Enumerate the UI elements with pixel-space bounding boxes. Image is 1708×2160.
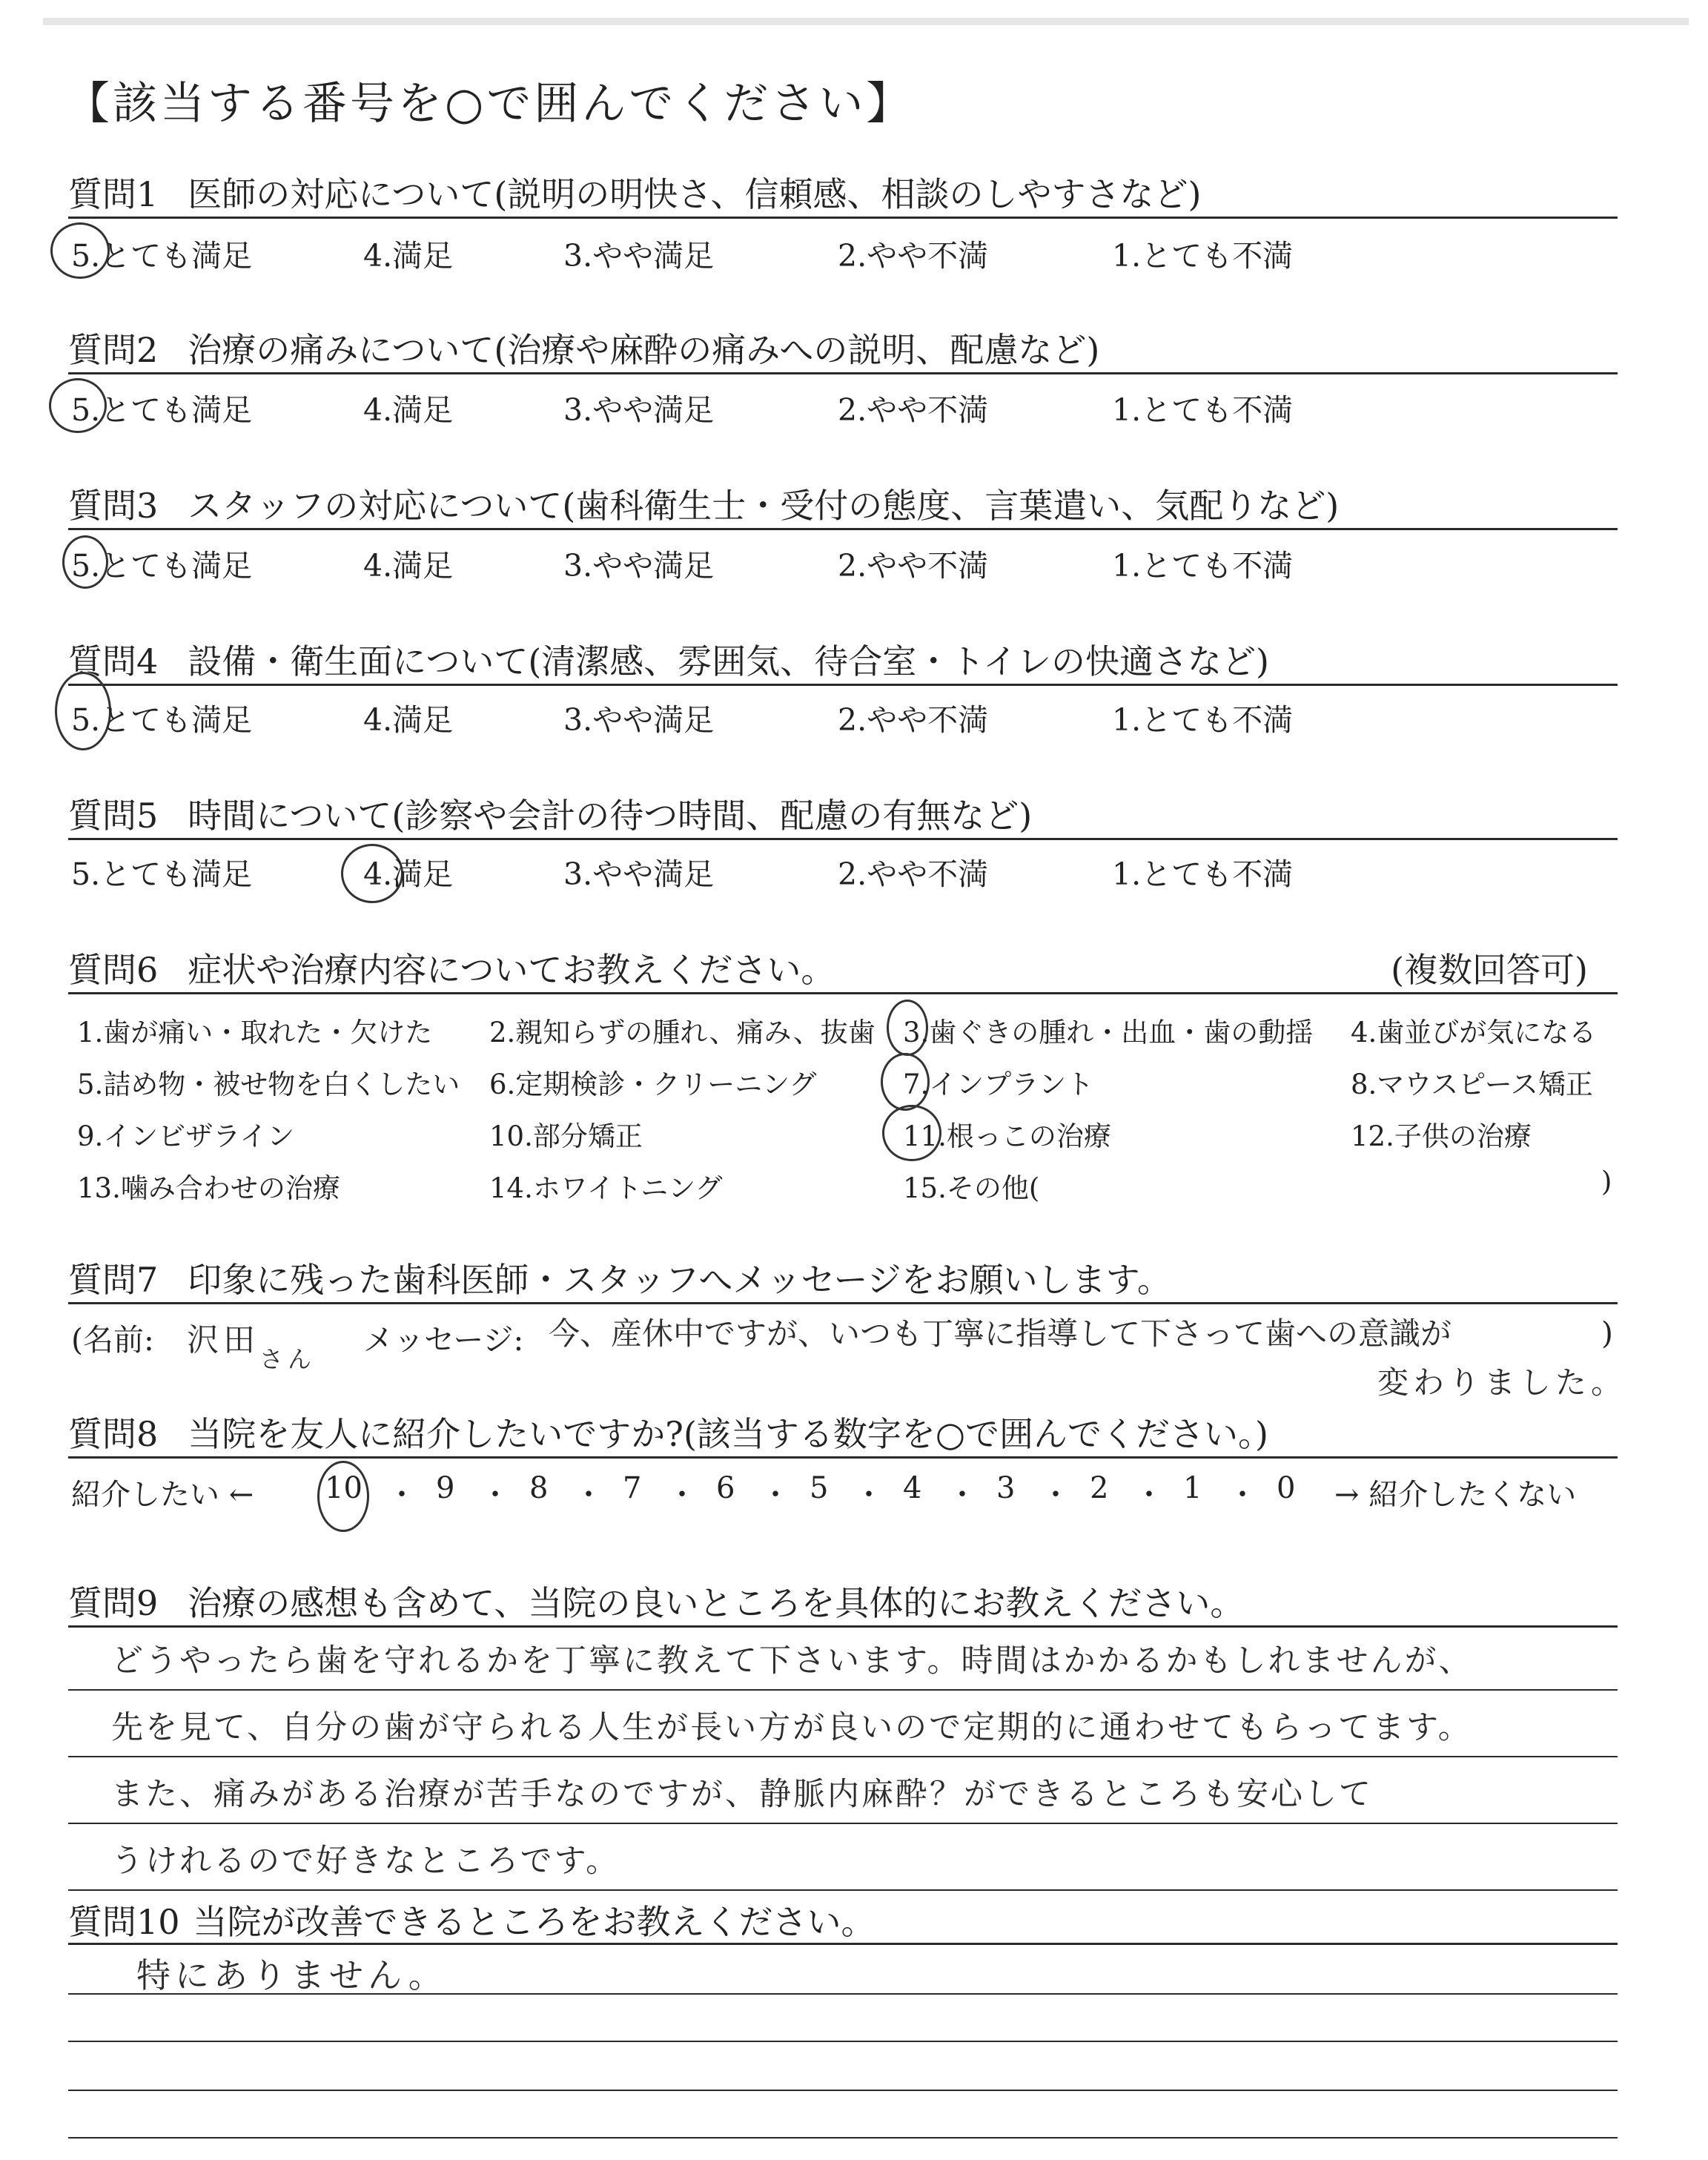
question-10-rule <box>68 1943 1618 1945</box>
q3-option-3[interactable]: 3.やや満足 <box>563 548 715 584</box>
name-handwritten[interactable]: 沢田 <box>187 1322 259 1359</box>
symptom-option[interactable]: 11.根っこの治療 <box>903 1120 1111 1152</box>
recommend-left-label: 紹介したい ← <box>71 1478 254 1512</box>
q2-option-5[interactable]: 5.とても満足 <box>71 392 253 428</box>
q3-option-1[interactable]: 1.とても不満 <box>1112 548 1294 584</box>
question-3-rule <box>68 528 1618 530</box>
q5-option-3[interactable]: 3.やや満足 <box>563 856 715 892</box>
q3-option-4[interactable]: 4.満足 <box>363 548 454 584</box>
symptom-option[interactable]: 3.歯ぐきの腫れ・出血・歯の動揺 <box>903 1017 1314 1048</box>
scan-top-edge <box>43 18 1689 25</box>
question-7-rule <box>68 1302 1618 1304</box>
answer-handwritten-line-1[interactable]: どうやったら歯を守れるかを丁寧に教えて下さいます。時間はかかるかもしれませんが、 <box>111 1642 1473 1680</box>
q4-option-5[interactable]: 5.とても満足 <box>71 702 253 738</box>
symptom-option[interactable]: 14.ホワイトニング <box>489 1172 723 1204</box>
scale-separator: ・ <box>480 1478 510 1512</box>
symptom-option[interactable]: 4.歯並びが気になる <box>1351 1017 1597 1048</box>
question-text: スタッフの対応について(歯科衛生士・受付の態度、言葉遣い、気配りなど) <box>188 486 1340 526</box>
question-label: 質問4 <box>68 641 159 681</box>
q5-option-4[interactable]: 4.満足 <box>363 856 454 892</box>
answer-handwritten-line-3[interactable]: また、痛みがある治療が苦手なのですが、静脈内麻酔？ができるところも安心して <box>111 1776 1373 1813</box>
question-label: 質問1 <box>68 174 159 214</box>
q1-option-5[interactable]: 5.とても満足 <box>71 238 253 274</box>
scale-separator: ・ <box>1228 1478 1257 1512</box>
question-text: 医師の対応について(説明の明快さ、信頼感、相談のしやすさなど) <box>188 174 1202 214</box>
answer-line <box>68 2090 1618 2091</box>
question-text: 治療の感想も含めて、当院の良いところを具体的にお教えください。 <box>188 1583 1245 1623</box>
scale-separator: ・ <box>1134 1478 1164 1512</box>
q3-option-2[interactable]: 2.やや不満 <box>838 548 989 584</box>
q1-option-4[interactable]: 4.満足 <box>363 238 454 274</box>
scale-3[interactable]: 3 <box>996 1471 1016 1505</box>
q2-option-3[interactable]: 3.やや満足 <box>563 392 715 428</box>
symptom-option[interactable]: 5.詰め物・被せ物を白くしたい <box>77 1069 460 1100</box>
q1-option-2[interactable]: 2.やや不満 <box>838 238 989 274</box>
question-3-heading <box>68 479 1339 528</box>
question-label: 質問8 <box>68 1414 159 1454</box>
answer-line <box>68 1823 1618 1824</box>
question-4-heading <box>68 635 1269 684</box>
question-label: 質問5 <box>68 796 159 836</box>
question-label: 質問3 <box>68 486 159 526</box>
answer-handwritten-line-2[interactable]: 先を見て、自分の歯が守られる人生が長い方が良いので定期的に通わせてもらってます。 <box>111 1709 1472 1746</box>
question-label: 質問6 <box>68 950 159 990</box>
q1-option-3[interactable]: 3.やや満足 <box>563 238 715 274</box>
q2-option-2[interactable]: 2.やや不満 <box>838 392 989 428</box>
scale-separator: ・ <box>387 1478 417 1512</box>
question-label: 質問2 <box>68 330 159 370</box>
symptom-option[interactable]: 1.歯が痛い・取れた・欠けた <box>77 1017 433 1048</box>
q2-option-4[interactable]: 4.満足 <box>363 392 454 428</box>
question-4-rule <box>68 684 1618 686</box>
q5-option-1[interactable]: 1.とても不満 <box>1112 856 1294 892</box>
answer-line <box>68 1689 1618 1691</box>
scale-9[interactable]: 9 <box>436 1471 455 1505</box>
question-8-rule <box>68 1456 1618 1459</box>
question-text: 治療の痛みについて(治療や麻酔の痛みへの説明、配慮など) <box>188 330 1100 370</box>
scale-separator: ・ <box>1041 1478 1070 1512</box>
scale-separator: ・ <box>761 1478 790 1512</box>
symptom-option[interactable]: 13.噛み合わせの治療 <box>77 1172 340 1204</box>
scale-6[interactable]: 6 <box>716 1471 735 1505</box>
symptom-option[interactable]: 12.子供の治療 <box>1351 1120 1532 1152</box>
scale-0[interactable]: 0 <box>1277 1471 1296 1505</box>
answer-handwritten-line-1[interactable]: 特にありません。 <box>136 1955 447 1995</box>
scale-separator: ・ <box>947 1478 977 1512</box>
message-label: メッセージ: <box>363 1322 524 1358</box>
question-1-heading <box>68 168 1201 217</box>
question-text: 当院を友人に紹介したいですか?(該当する数字を○で囲んでください。) <box>188 1414 1268 1454</box>
name-suffix-handwritten: さん <box>259 1345 317 1373</box>
symptom-option[interactable]: 9.インビザライン <box>77 1120 295 1152</box>
other-close-paren: ) <box>1601 1166 1612 1198</box>
q4-option-4[interactable]: 4.満足 <box>363 702 454 738</box>
scale-8[interactable]: 8 <box>529 1471 549 1505</box>
question-1-rule <box>68 217 1618 219</box>
symptom-option[interactable]: 8.マウスピース矯正 <box>1351 1069 1593 1100</box>
multiple-answer-note: (複数回答可) <box>1391 950 1588 990</box>
symptom-option[interactable]: 7.インプラント <box>903 1069 1094 1100</box>
scale-2[interactable]: 2 <box>1090 1471 1109 1505</box>
question-9-heading <box>68 1576 1244 1625</box>
question-2-rule <box>68 372 1618 374</box>
q4-option-3[interactable]: 3.やや満足 <box>563 702 715 738</box>
scale-separator: ・ <box>854 1478 884 1512</box>
name-label: (名前: <box>71 1322 154 1358</box>
page-title: 【該当する番号を○で囲んでください】 <box>65 78 914 130</box>
question-text: 時間について(診察や会計の待つ時間、配慮の有無など) <box>188 796 1033 836</box>
question-label: 質問9 <box>68 1583 159 1623</box>
question-label: 質問10 <box>68 1902 180 1942</box>
q4-option-2[interactable]: 2.やや不満 <box>838 702 989 738</box>
q5-option-2[interactable]: 2.やや不満 <box>838 856 989 892</box>
question-6-heading <box>68 943 835 992</box>
q4-option-1[interactable]: 1.とても不満 <box>1112 702 1294 738</box>
question-text: 症状や治療内容についてお教えください。 <box>188 950 835 990</box>
message-handwritten-line-1[interactable]: 今、産休中ですが、いつも丁寧に指導して下さって歯への意識が <box>549 1315 1452 1352</box>
question-text: 当院が改善できるところをお教えください。 <box>193 1902 875 1942</box>
answer-line <box>68 2041 1618 2042</box>
scale-4[interactable]: 4 <box>903 1471 922 1505</box>
scale-10[interactable]: 10 <box>325 1471 363 1505</box>
question-5-rule <box>68 838 1618 840</box>
question-2-heading <box>68 323 1099 372</box>
question-5-heading <box>68 789 1032 838</box>
answer-line <box>68 2137 1618 2138</box>
question-label: 質問7 <box>68 1260 159 1300</box>
answer-line <box>68 1889 1618 1891</box>
question-10-heading <box>68 1895 875 1944</box>
question-8-heading <box>68 1407 1268 1456</box>
answer-handwritten-line-4[interactable]: うけれるので好きなところです。 <box>111 1843 620 1880</box>
recommend-right-label: → 紹介したくない <box>1334 1478 1577 1512</box>
symptom-option[interactable]: 6.定期検診・クリーニング <box>489 1069 817 1100</box>
symptom-option[interactable]: 15.その他( <box>903 1172 1040 1204</box>
symptom-option[interactable]: 10.部分矯正 <box>489 1120 643 1152</box>
q3-option-5[interactable]: 5.とても満足 <box>71 548 253 584</box>
answer-line <box>68 1756 1618 1757</box>
question-text: 印象に残った歯科医師・スタッフへメッセージをお願いします。 <box>188 1260 1171 1300</box>
question-text: 設備・衛生面について(清潔感、雰囲気、待合室・トイレの快適さなど) <box>188 641 1269 681</box>
scale-separator: ・ <box>667 1478 697 1512</box>
scale-1[interactable]: 1 <box>1183 1471 1202 1505</box>
message-close-paren: ) <box>1601 1315 1613 1351</box>
question-7-heading <box>68 1253 1171 1302</box>
q2-option-1[interactable]: 1.とても不満 <box>1112 392 1294 428</box>
scale-7[interactable]: 7 <box>623 1471 642 1505</box>
scale-separator: ・ <box>574 1478 603 1512</box>
question-9-rule <box>68 1625 1618 1628</box>
question-6-rule <box>68 992 1618 994</box>
q1-option-1[interactable]: 1.とても不満 <box>1112 238 1294 274</box>
q5-option-5[interactable]: 5.とても満足 <box>71 856 253 892</box>
message-handwritten-line-2[interactable]: 変わりました。 <box>1377 1364 1627 1401</box>
symptom-option[interactable]: 2.親知らずの腫れ、痛み、抜歯 <box>489 1017 875 1048</box>
scale-5[interactable]: 5 <box>810 1471 829 1505</box>
